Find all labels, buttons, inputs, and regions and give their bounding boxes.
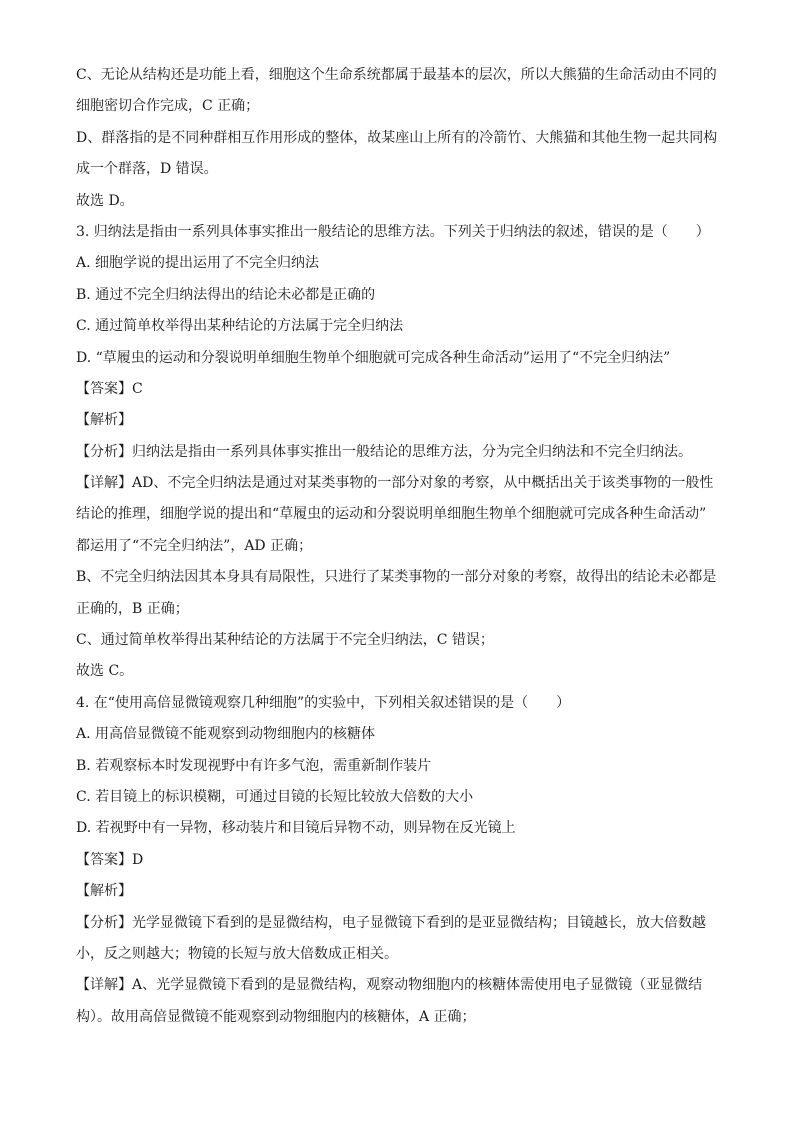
question-3-option-c: C. 通过简单枚举得出某种结论的方法属于完全归纳法 — [76, 318, 404, 335]
text-line: 【详解】A、光学显微镜下看到的是显微结构，观察动物细胞内的核糖体需使用电子显微镜（亚显微结 — [76, 977, 703, 994]
question-4-option-d: D. 若视野中有一异物，移动装片和目镜后异物不动，则异物在反光镜上 — [76, 820, 516, 837]
text-line: 都运用了“不完全归纳法”，AD 正确； — [76, 537, 313, 554]
question-3-option-d: D. “草履虫的运动和分裂说明单细胞生物单个细胞就可完成各种生命活动”运用了“不完全归纳法” — [76, 349, 671, 366]
question-3-analysis-heading: 【解析】 — [76, 412, 132, 429]
text-line: C、无论从结构还是功能上看，细胞这个生命系统都属于最基本的层次，所以大熊猫的生命活动由不同的 — [76, 67, 717, 83]
question-4-analysis-heading: 【解析】 — [76, 883, 132, 900]
text-line: 【详解】AD、不完全归纳法是通过对某类事物的一部分对象的考察，从中概括出关于该类事物的一般性 — [76, 475, 714, 492]
text-line: C、通过简单枚举得出某种结论的方法属于不完全归纳法，C 错误； — [76, 632, 494, 649]
question-4-option-a: A. 用高倍显微镜不能观察到动物细胞内的核糖体 — [76, 726, 376, 743]
document-page — [76, 60, 726, 1033]
text-line: 正确的，B 正确； — [76, 600, 189, 617]
text-line: D、群落指的是不同种群相互作用形成的整体，故某座山上所有的冷箭竹、大熊猫和其他生物一起共同构 — [76, 129, 718, 146]
question-4-stem: 4. 在“使用高倍显微镜观察几种细胞”的实验中，下列相关叙述错误的是（ ） — [76, 694, 571, 711]
question-3-option-b: B. 通过不完全归纳法得出的结论未必都是正确的 — [76, 286, 376, 303]
question-3-stem: 3. 归纳法是指由一系列具体事实推出一般结论的思维方法。下列关于归纳法的叙述，错误的是（ ） — [76, 223, 710, 240]
question-4-answer: 【答案】D — [76, 851, 144, 868]
text-line: 小，反之则越大；物镜的长短与放大倍数成正相关。 — [76, 945, 398, 962]
question-4-option-c: C. 若目镜上的标识模糊，可通过目镜的长短比较放大倍数的大小 — [76, 788, 474, 805]
text-line: 【分析】归纳法是指由一系列具体事实推出一般结论的思维方法，分为完全归纳法和不完全归纳法。 — [76, 443, 692, 460]
text-line: 细胞密切合作完成，C 正确； — [76, 98, 260, 115]
text-line: 结论的推理，细胞学说的提出和“草履虫的运动和分裂说明单细胞生物单个细胞就可完成各种生命活动” — [76, 506, 707, 523]
question-3-option-a: A. 细胞学说的提出运用了不完全归纳法 — [76, 255, 320, 272]
question-4-option-b: B. 若观察标本时发现视野中有许多气泡，需重新制作装片 — [76, 757, 432, 774]
text-line: B、不完全归纳法因其本身具有局限性，只进行了某类事物的一部分对象的考察，故得出的结论未必都是 — [76, 569, 717, 586]
text-line: 故选 D。 — [76, 192, 134, 209]
text-line: 成一个群落，D 错误。 — [76, 161, 218, 178]
text-line: 故选 C。 — [76, 663, 134, 680]
text-line: 构）。故用高倍显微镜不能观察到动物细胞内的核糖体，A 正确； — [76, 1008, 476, 1025]
question-3-answer: 【答案】C — [76, 380, 143, 397]
text-line: 【分析】光学显微镜下看到的是显微结构，电子显微镜下看到的是亚显微结构；目镜越长，放大倍数越 — [76, 914, 706, 931]
